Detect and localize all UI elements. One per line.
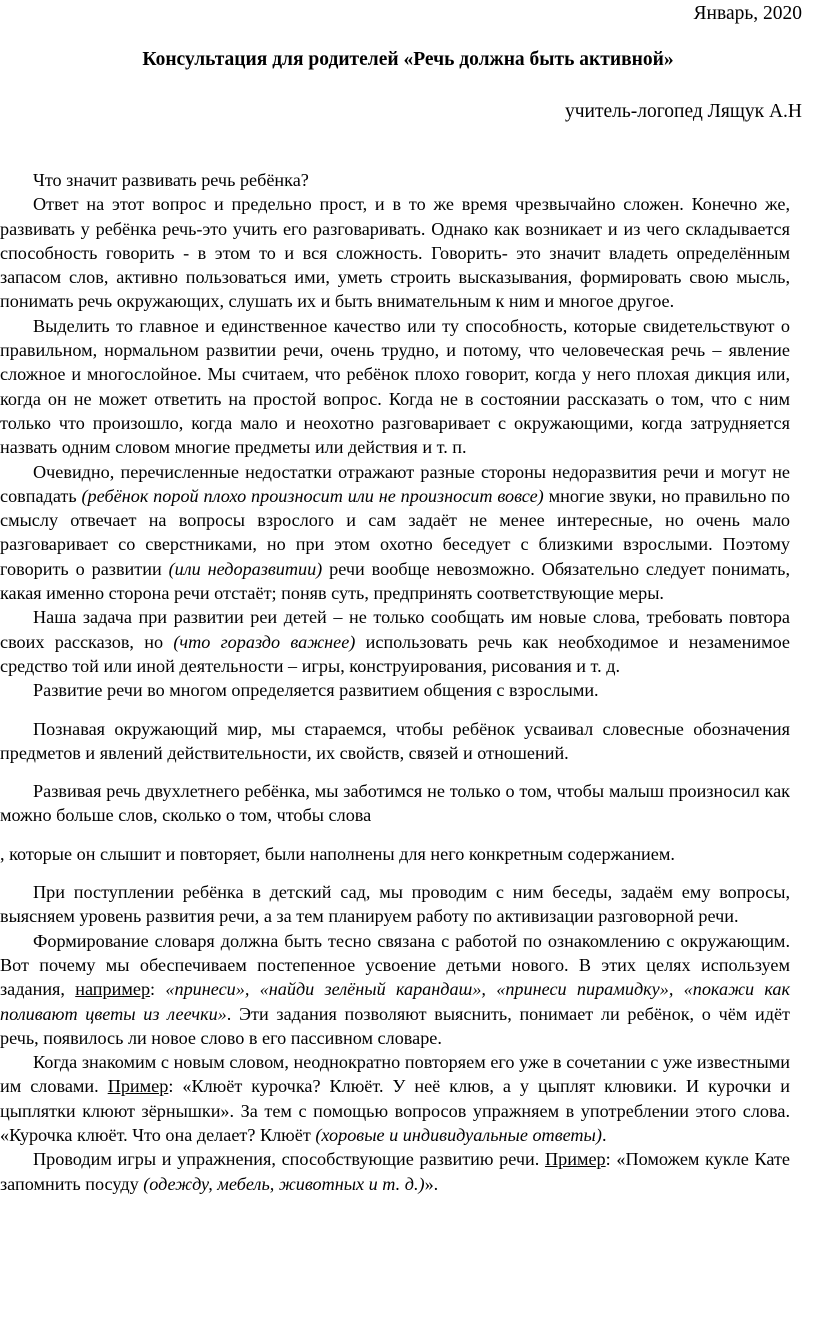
underlined-run: Пример: [107, 1076, 169, 1097]
italic-run: «принеси», «найди зелёный карандаш», «принеси пирамидку», «покажи как поливают цветы из леечки»: [0, 979, 790, 1024]
text-run: . Эти задания позволяют выяснить, понимает ли ребёнок, о чём идёт речь, появилось ли новое слово в его пассивном словаре.: [0, 1003, 790, 1048]
text-run: Наша задача при развитии реи детей – не только сообщать им новые слова, требовать повтора своих рассказов, но: [0, 607, 790, 652]
italic-run: (или недоразвитии): [168, 558, 323, 579]
paragraph-two-year-old: Развивая речь двухлетнего ребёнка, мы заботимся не только о том, чтобы малыш произносил как можно больше слов, сколько о том, чтобы слова: [0, 781, 790, 826]
text-run: использовать речь как необходимое и незаменимое средство той или иной деятельности – игры, конструирования, рисования и т. д.: [0, 631, 790, 676]
document-date: Январь, 2020: [693, 3, 802, 24]
text-run: .: [601, 1124, 607, 1145]
underlined-run: например: [75, 979, 151, 1000]
paragraph-vocabulary: [0, 929, 790, 1050]
paragraph-answer: Ответ на этот вопрос и предельно прост, и в то же время чрезвычайно сложен. Конечно же, развивать у ребёнка речь-это учить его разговаривать. Однако как возникает и из чего складывается способность говорить - в этом то и вся сложность. Говорить- это значит владеть определённым запасом слов, активно пользоваться ими, уметь строить высказывания, формировать свою мысль, понимать речь окружающих, слушать их и быть внимательным к ним и многое другое.: [0, 194, 790, 312]
italic-run: (хоровые и индивидуальные ответы): [315, 1124, 602, 1145]
document-title: Консультация для родителей «Речь должна быть активной»: [142, 49, 674, 70]
italic-run: (что гораздо важнее): [173, 631, 356, 652]
text-run: многие звуки, но правильно по смыслу отвечает на вопросы взрослого и сам задаёт не менее интересные, но очень мало разговаривает со сверстниками, но при этом охотно беседует с близкими взрослыми. Поэтому говорить о развитии: [0, 485, 790, 579]
paragraph-task: [0, 605, 790, 678]
italic-run: (ребёнок порой плохо произносит или не произносит вовсе): [81, 485, 544, 506]
text-run: ».: [424, 1173, 439, 1194]
paragraph-shortcomings: [0, 460, 790, 606]
document-author: учитель-логопед Лящук А.Н: [564, 101, 802, 122]
paragraph-communication: Развитие речи во многом определяется развитием общения с взрослыми.: [33, 680, 599, 701]
paragraph-new-word: [0, 1050, 790, 1147]
italic-run: (одежду, мебель, животных и т. д.): [143, 1173, 425, 1194]
text-run: Проводим игры и упражнения, способствующие развитию речи.: [33, 1149, 546, 1170]
text-run: : «Поможем кукле Кате запомнить посуду: [0, 1149, 790, 1194]
paragraph-games: [0, 1147, 790, 1196]
text-run: Формирование словаря должна быть тесно связана с работой по ознакомлению с окружающим. Вот почему мы обеспечиваем постепенное усвоение детьми нового. В этих целях используем задания,: [0, 930, 790, 1000]
text-run: Очевидно, перечисленные недостатки отражают разные стороны недоразвития речи и могут не совпадать: [0, 461, 790, 506]
text-run: речи вообще невозможно. Обязательно следует понимать, какая именно сторона речи отстаёт; поняв суть, предпринять соответствующие меры.: [0, 558, 791, 604]
paragraph-question: Что значит развивать речь ребёнка?: [33, 170, 309, 190]
paragraph-quality: Выделить то главное и единственное качество или ту способность, которые свидетельствуют о правильном, нормальном развитии речи, очень трудно, и потому, что человеческая речь – явление сложное и многослойное. Мы считаем, что ребёнок плохо говорит, когда у него плохая дикция или, когда он не может ответить на простой вопрос. Когда не в состоянии рассказать о том, что с ним только что произошло, когда мало и неохотно разговаривает с окружающими, когда затрудняется назвать одним словом многие предметы или действия и т. п.: [0, 315, 790, 458]
document-body: [0, 168, 790, 1196]
text-run: : «Клюёт курочка? Клюёт. У неё клюв, а у цыплят клювики. И курочки и цыплятки клюют зёрнышки». За тем с помощью вопросов упражняем в употреблении этого слова. «Курочка клюёт. Что она делает? Клюёт: [0, 1076, 790, 1145]
text-run: Когда знакомим с новым словом, неоднократно повторяем его уже в сочетании с уже известными им словами.: [0, 1052, 790, 1097]
text-run: :: [150, 979, 166, 1000]
paragraph-continuation: , которые он слышит и повторяет, были наполнены для него конкретным содержанием.: [0, 843, 675, 864]
paragraph-world: Познавая окружающий мир, мы стараемся, чтобы ребёнок усваивал словесные обозначения предметов и явлений действительности, их свойств, связей и отношений.: [0, 718, 790, 763]
underlined-run: Пример: [545, 1149, 606, 1170]
paragraph-kindergarten: При поступлении ребёнка в детский сад, мы проводим с ним беседы, задаём ему вопросы, выясняем уровень развития речи, а за тем планируем работу по активизации разговорной речи.: [0, 882, 790, 927]
